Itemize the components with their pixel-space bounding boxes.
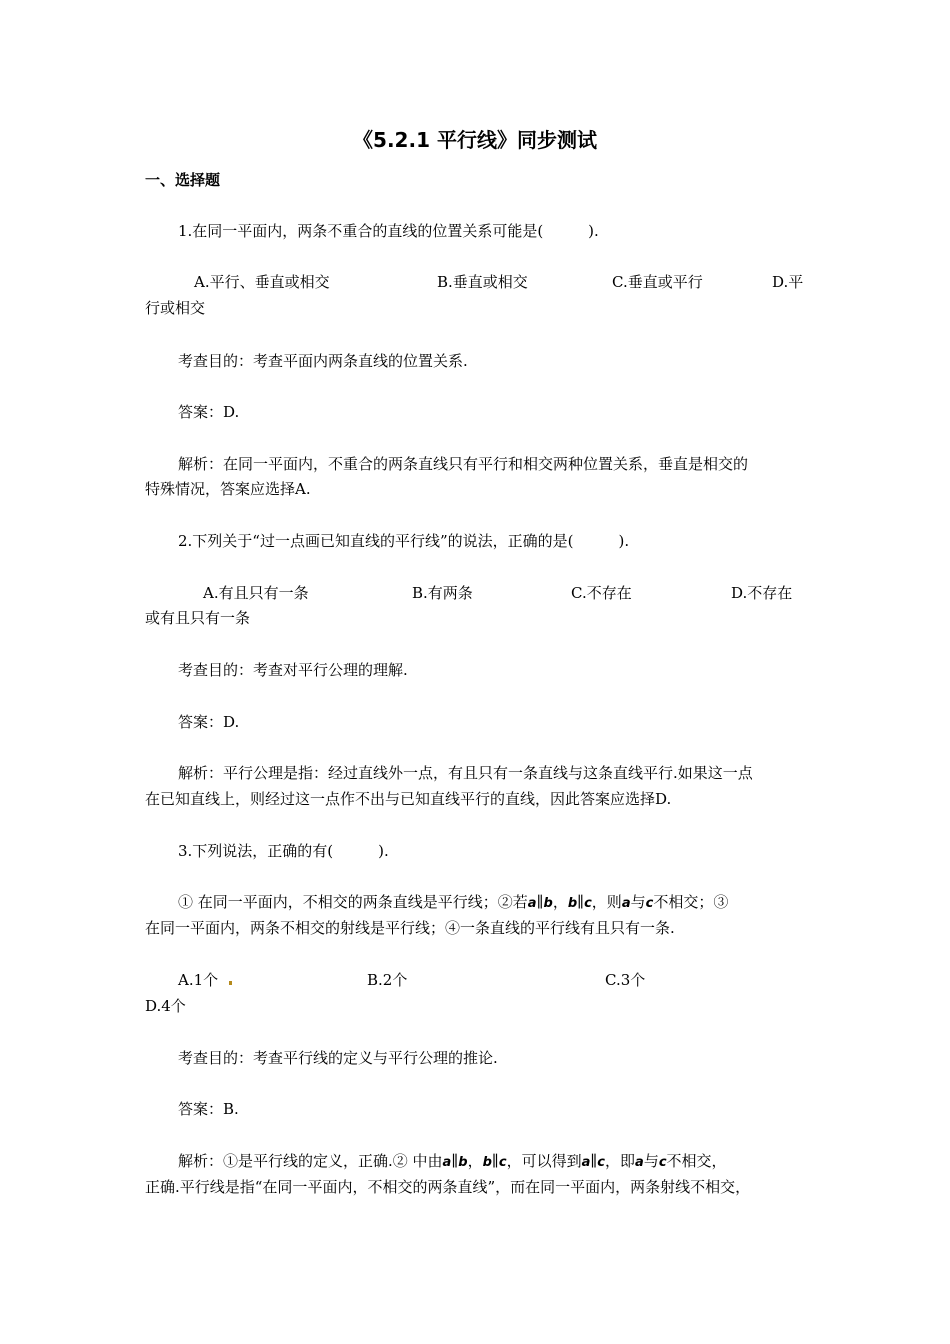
q1-analysis-line-2: 特殊情况，答案应选择A. [145,480,311,498]
math-var-c: c [597,1155,606,1170]
math-var-c: c [584,896,592,911]
q2-stem: 2.下列关于“过一点画已知直线的平行线”的说法，正确的是( ). [178,532,630,550]
q1-option-a: A.平行、垂直或相交 [194,273,330,291]
q1-option-b: B.垂直或相交 [437,273,528,291]
q2-option-c: C.不存在 [571,584,632,602]
q3-statements-line-1 [178,892,728,914]
q3-line1-end: 不相交；③ [653,893,729,911]
q3-option-c: C.3个 [605,971,646,989]
q3-option-b: B.2个 [367,971,408,989]
q1-option-d-continued: 行或相交 [145,299,206,317]
math-var-b: b [458,1155,468,1170]
q1-option-c: C.垂直或平行 [612,273,703,291]
then-text: ，则 [591,893,622,911]
q1-answer: 答案：D. [178,403,240,421]
q3-answer: 答案：B. [178,1100,239,1118]
q2-answer: 答案：D. [178,713,240,731]
q3-analysis-text-2: ，可以得到 [506,1152,582,1170]
parallel-symbol: ∥ [590,1152,598,1170]
q3-analysis-line-1 [178,1151,727,1173]
q3-stem: 3.下列说法，正确的有( ). [178,842,389,860]
q3-option-d: D.4个 [145,997,186,1015]
math-var-a: a [581,1155,591,1170]
math-var-c: c [645,896,654,911]
math-var-a: a [621,896,631,911]
q3-analysis-text-4: 不相交， [666,1152,727,1170]
q2-option-b: B.有两条 [412,584,473,602]
q3-analysis-text-1: 解析：①是平行线的定义，正确.② 中由 [178,1152,443,1170]
q2-analysis-line-1: 解析：平行公理是指：经过直线外一点，有且只有一条直线与这条直线平行.如果这一点 [178,764,753,782]
math-var-b: b [482,1155,492,1170]
comma: ， [467,1152,483,1170]
q3-option-a: A.1个 [178,971,219,989]
page-title: 《5.2.1 平行线》同步测试 [353,128,597,152]
q3-analysis-text-3: ，即 [605,1152,636,1170]
and-text: 与 [630,893,646,911]
comma: ， [552,893,568,911]
section-heading: 一、选择题 [145,171,221,189]
math-var-a: a [635,1155,644,1170]
parallel-symbol: ∥ [577,893,585,911]
q2-option-d: D.不存在 [731,584,793,602]
q2-analysis-line-2: 在已知直线上，则经过这一点作不出与已知直线平行的直线，因此答案应选择D. [145,790,672,808]
q3-purpose: 考查目的：考查平行线的定义与平行公理的推论. [178,1049,498,1067]
parallel-symbol: ∥ [451,1152,459,1170]
q1-stem: 1.在同一平面内，两条不重合的直线的位置关系可能是( ). [178,222,599,240]
math-var-a: a [527,896,537,911]
parallel-symbol: ∥ [491,1152,499,1170]
q3-line1-text: ① 在同一平面内，不相交的两条直线是平行线；②若 [178,893,528,911]
parallel-symbol: ∥ [536,893,544,911]
math-var-b: b [543,896,553,911]
q3-analysis-line-2: 正确.平行线是指“在同一平面内，不相交的两条直线”，而在同一平面内，两条射线不相交， [145,1178,751,1196]
and-text: 与 [643,1152,659,1170]
stray-mark [229,981,232,985]
q1-option-d: D.平 [772,273,804,291]
math-var-c: c [658,1155,667,1170]
q2-purpose: 考查目的：考查对平行公理的理解. [178,661,408,679]
q2-option-a: A.有且只有一条 [203,584,309,602]
q1-purpose: 考查目的：考查平面内两条直线的位置关系. [178,352,468,370]
q2-option-d-continued: 或有且只有一条 [145,609,251,627]
math-var-a: a [442,1155,452,1170]
math-var-b: b [567,896,578,911]
math-var-c: c [498,1155,507,1170]
q3-statements-line-2: 在同一平面内，两条不相交的射线是平行线；④一条直线的平行线有且只有一条. [145,919,675,937]
q1-analysis-line-1: 解析：在同一平面内，不重合的两条直线只有平行和相交两种位置关系，垂直是相交的 [178,455,749,473]
